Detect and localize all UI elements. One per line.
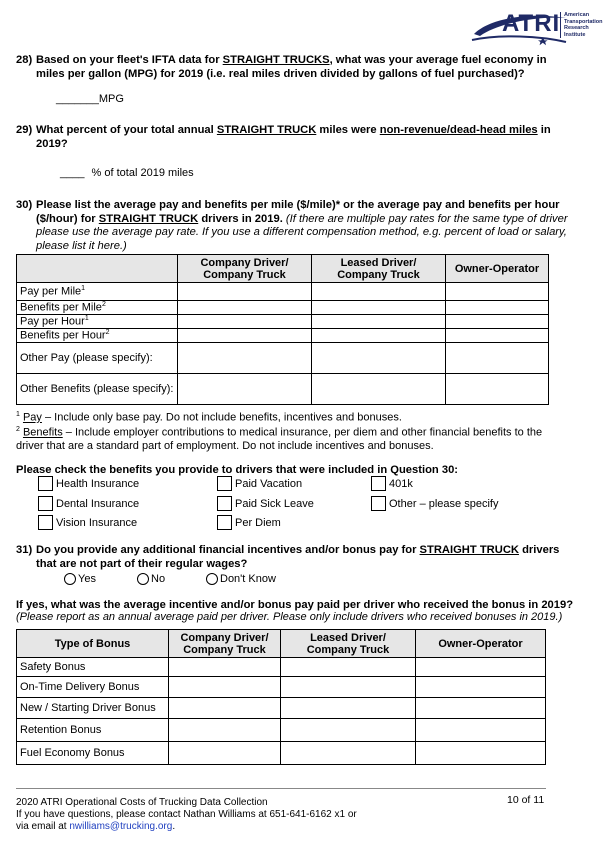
mpg-answer-field[interactable]: _______MPG: [56, 93, 124, 105]
q29-text-e: in 2019?: [36, 124, 551, 150]
checkbox-paid-sick-leave[interactable]: [217, 496, 232, 511]
bonus-input-cell[interactable]: [281, 698, 416, 719]
q31-text-b: STRAIGHT TRUCK: [419, 544, 519, 556]
bonus-row-label: On-Time Delivery Bonus: [17, 677, 169, 698]
table-row: [17, 374, 549, 405]
checkbox-label: Paid Vacation: [235, 478, 303, 490]
pay-table-corner: [17, 255, 178, 283]
pay-row-label: Other Pay (please specify):: [17, 343, 178, 374]
table-row: [17, 698, 546, 719]
bonus-input-cell[interactable]: [416, 719, 546, 742]
checkbox-health-insurance[interactable]: [38, 476, 53, 491]
table-row: [17, 283, 549, 301]
bonus-col-header: Type of Bonus: [17, 630, 169, 658]
table-row: [17, 677, 546, 698]
checkbox-dental-insurance[interactable]: [38, 496, 53, 511]
bonus-prompt: If yes, what was the average incentive and/or bonus pay paid per driver who received the bonus in 2019?: [16, 599, 574, 611]
pay-col-header: Company Driver/ Company Truck: [178, 255, 312, 283]
pay-input-cell[interactable]: [312, 283, 446, 301]
table-row: [17, 301, 549, 315]
checkbox-label: Dental Insurance: [56, 498, 140, 510]
pay-row-label: Pay per Hour$^1$: [17, 315, 178, 329]
pay-input-cell[interactable]: [312, 315, 446, 329]
pay-input-cell[interactable]: [446, 374, 549, 405]
question-number: 31): [16, 544, 33, 556]
bonus-input-cell[interactable]: [281, 719, 416, 742]
radio-dont-know[interactable]: [206, 573, 218, 585]
table-row: [17, 315, 549, 329]
pay-input-cell[interactable]: [312, 343, 446, 374]
footnote-benefits: $^2$ Benefits – Include employer contributions to medical insurance, per diem and other financial benefits to the driver that are a standard part of employment. Do not include incentives and bonuses.: [16, 426, 543, 452]
pay-row-label: Pay per Mile$^1$: [17, 283, 178, 301]
pay-input-cell[interactable]: [446, 329, 549, 343]
footer-divider: [16, 788, 546, 789]
pay-input-cell[interactable]: [178, 301, 312, 315]
q30-text-c: drivers in 2019.: [198, 212, 286, 225]
q31-text-a: Do you provide any additional financial incentives and/or bonus pay for: [36, 544, 420, 556]
checkbox-other[interactable]: [371, 496, 386, 511]
table-row: [17, 719, 546, 742]
bonus-row-label: Retention Bonus: [17, 719, 169, 742]
pay-input-cell[interactable]: [312, 374, 446, 405]
bonus-input-cell[interactable]: [281, 658, 416, 677]
bonus-input-cell[interactable]: [169, 742, 281, 765]
page-number: 10 of 11: [507, 794, 545, 806]
footnote-pay: $^1$ Pay – Include only base pay. Do not include benefits, incentives and bonuses.: [16, 411, 402, 424]
radio-label: No: [151, 573, 166, 585]
bonus-input-cell[interactable]: [416, 698, 546, 719]
bonus-note: (Please report as an annual average paid per driver. Please only include drivers who received bonuses in 2019.): [16, 611, 563, 623]
bonus-row-label: New / Starting Driver Bonus: [17, 698, 169, 719]
checkbox-vision-insurance[interactable]: [38, 515, 53, 530]
pay-table: [16, 254, 549, 405]
table-row: [17, 343, 549, 374]
question-28: [16, 53, 556, 81]
checkbox-paid-vacation[interactable]: [217, 476, 232, 491]
q29-text-d: non-revenue/dead-head miles: [379, 124, 538, 136]
checkbox-401k[interactable]: [371, 476, 386, 491]
pay-row-label: Other Benefits (please specify):: [17, 374, 178, 405]
bonus-input-cell[interactable]: [281, 677, 416, 698]
q28-text-c: , what was your average fuel economy in miles per gallon (MPG) for 2019 (i.e. real miles driven divided by gallons of fuel purchased)?: [36, 54, 547, 80]
pay-col-header: Owner-Operator: [446, 255, 549, 283]
bonus-input-cell[interactable]: [169, 658, 281, 677]
pay-input-cell[interactable]: [446, 283, 549, 301]
bonus-input-cell[interactable]: [416, 677, 546, 698]
logo-org-name: American Transportation Research Institute: [560, 12, 603, 38]
checkbox-label: 401k: [389, 478, 413, 490]
pay-input-cell[interactable]: [178, 343, 312, 374]
bonus-table: [16, 629, 546, 765]
bonus-row-label: Safety Bonus: [17, 658, 169, 677]
bonus-row-label: Fuel Economy Bonus: [17, 742, 169, 765]
bonus-input-cell[interactable]: [416, 658, 546, 677]
footer-line: 2020 ATRI Operational Costs of Trucking Data Collection: [16, 797, 268, 808]
q29-text-a: What percent of your total annual: [36, 124, 217, 136]
checkbox-label: Health Insurance: [56, 478, 140, 490]
bonus-col-header: Owner-Operator: [416, 630, 546, 658]
q30-text-b: STRAIGHT TRUCK: [98, 212, 199, 225]
pay-row-label: Benefits per Hour$^2$: [17, 329, 178, 343]
q30-text-a: Please list the average pay and benefits per mile ($/mile)* or the average pay and benefits per hour ($/hour) for: [36, 199, 560, 225]
logo-text: ATRI: [502, 10, 561, 37]
table-row: [17, 658, 546, 677]
q29-text-b: STRAIGHT TRUCK: [216, 124, 317, 136]
radio-no[interactable]: [137, 573, 149, 585]
table-row: [17, 742, 546, 765]
bonus-input-cell[interactable]: [416, 742, 546, 765]
checkbox-label: Per Diem: [235, 517, 281, 529]
checkbox-label: Paid Sick Leave: [235, 498, 314, 510]
q28-text-b: STRAIGHT TRUCKS: [222, 54, 330, 66]
pay-input-cell[interactable]: [178, 283, 312, 301]
question-29: [16, 123, 556, 151]
percent-blank[interactable]: ____: [60, 167, 85, 179]
question-30: [16, 199, 578, 253]
radio-label: Don't Know: [220, 573, 276, 585]
checkbox-per-diem[interactable]: [217, 515, 232, 530]
pay-input-cell[interactable]: [312, 329, 446, 343]
footer: [16, 797, 357, 833]
pay-input-cell[interactable]: [178, 329, 312, 343]
pay-input-cell[interactable]: [446, 343, 549, 374]
checkbox-label: Other – please specify: [389, 498, 499, 510]
bonus-input-cell[interactable]: [169, 719, 281, 742]
q30-note: (If there are multiple pay rates for the same type of driver please use the average pay rate. If you use a different compensation method, e.g. percent of load or salary, please list it here.): [36, 212, 568, 252]
checkbox-label: Vision Insurance: [56, 517, 138, 529]
footer-line: If you have questions, please contact Nathan Williams at 651-641-6162 x1 or: [16, 809, 357, 820]
bonus-col-header: Leased Driver/ Company Truck: [281, 630, 416, 658]
email-link[interactable]: nwilliams@trucking.org: [69, 821, 173, 832]
pay-input-cell[interactable]: [446, 301, 549, 315]
question-number: 29): [16, 124, 33, 136]
radio-yes[interactable]: [64, 573, 76, 585]
q29-text-c: miles were: [316, 124, 380, 136]
bonus-input-cell[interactable]: [281, 742, 416, 765]
bonus-input-cell[interactable]: [169, 698, 281, 719]
bonus-col-header: Company Driver/ Company Truck: [169, 630, 281, 658]
pay-input-cell[interactable]: [178, 315, 312, 329]
atri-logo: [470, 10, 606, 50]
pay-input-cell[interactable]: [312, 301, 446, 315]
radio-label: Yes: [78, 573, 96, 585]
benefits-prompt: Please check the benefits you provide to drivers that were included in Question 30:: [16, 464, 459, 476]
question-number: 28): [16, 54, 33, 66]
pay-row-label: Benefits per Mile$^2$: [17, 301, 178, 315]
q28-text-a: Based on your fleet's IFTA data for: [36, 54, 223, 66]
bonus-input-cell[interactable]: [169, 677, 281, 698]
question-number: 30): [16, 199, 33, 211]
percent-label: % of total 2019 miles: [91, 167, 194, 179]
percent-answer-field[interactable]: [60, 167, 194, 180]
question-31: [16, 543, 576, 571]
pay-input-cell[interactable]: [446, 315, 549, 329]
footer-line: via email at nwilliams@trucking.org.: [16, 821, 176, 832]
q31-text-c: drivers that are not part of their regular wages?: [36, 544, 560, 570]
table-row: [17, 329, 549, 343]
pay-col-header: Leased Driver/ Company Truck: [312, 255, 446, 283]
pay-input-cell[interactable]: [178, 374, 312, 405]
